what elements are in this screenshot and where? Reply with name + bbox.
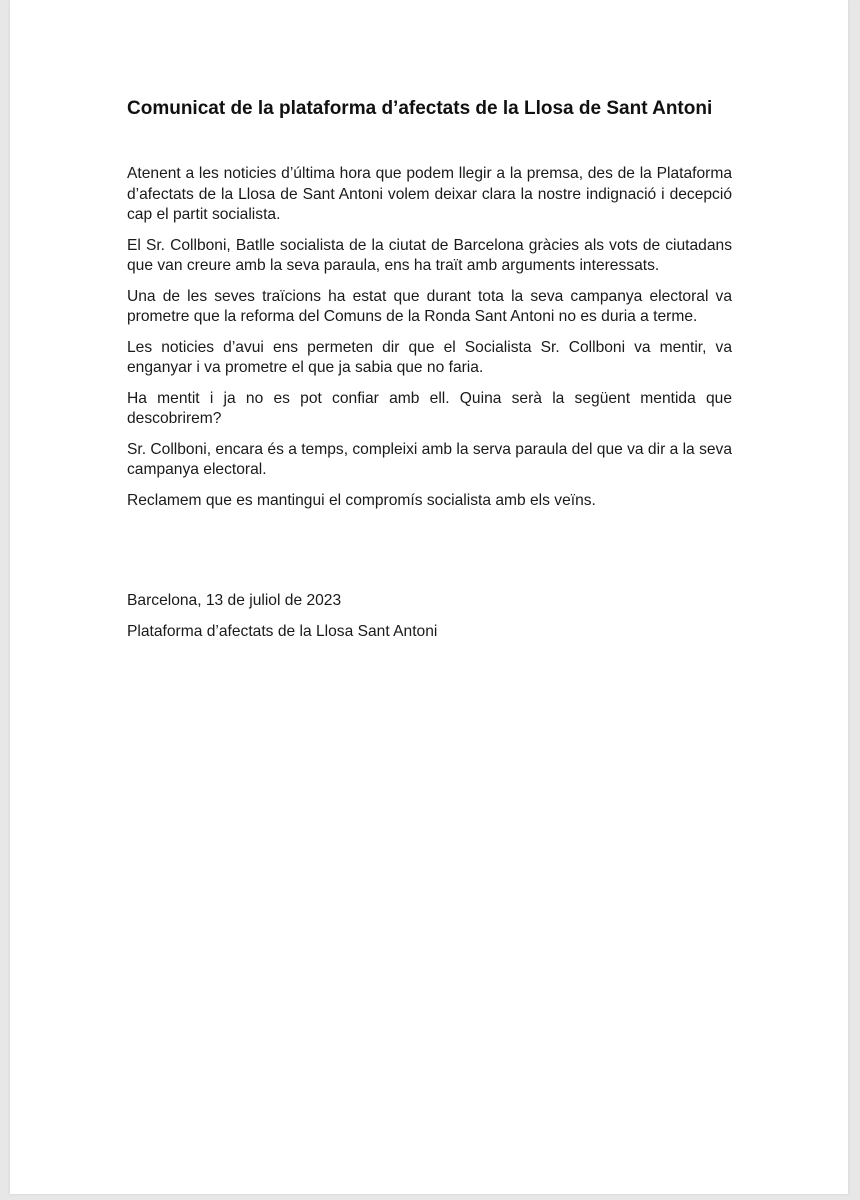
paragraph: Ha mentit i ja no es pot confiar amb ell. Quina serà la següent mentida que descobrirem? bbox=[127, 389, 732, 427]
document-body bbox=[127, 164, 732, 521]
paragraph: El Sr. Collboni, Batlle socialista de la ciutat de Barcelona gràcies als vots de ciutadans que van creure amb la seva paraula, ens ha traït amb arguments interessats. bbox=[127, 236, 732, 274]
place-date: Barcelona, 13 de juliol de 2023 bbox=[127, 592, 342, 609]
document-title: Comunicat de la plataforma d’afectats de la Llosa de Sant Antoni bbox=[127, 98, 713, 119]
paragraph: Reclamem que es mantingui el compromís socialista amb els veïns. bbox=[127, 491, 596, 509]
paragraph: Les noticies d’avui ens permeten dir que el Socialista Sr. Collboni va mentir, va enganyar i va prometre el que ja sabia que no faria. bbox=[127, 338, 732, 376]
document-signoff bbox=[127, 591, 732, 652]
paragraph: Sr. Collboni, encara és a temps, compleixi amb la serva paraula del que va dir a la seva campanya electoral. bbox=[127, 440, 733, 478]
paragraph: Una de les seves traïcions ha estat que durant tota la seva campanya electoral va prometre que la reforma del Comuns de la Ronda Sant Antoni no es duria a terme. bbox=[127, 287, 732, 325]
document-page bbox=[10, 0, 848, 1194]
signature: Plataforma d’afectats de la Llosa Sant Antoni bbox=[127, 622, 438, 640]
paragraph: Atenent a les noticies d’última hora que podem llegir a la premsa, des de la Plataforma d’afectats de la Llosa de Sant Antoni volem deixar clara la nostre indignació i decepció cap el partit socialista. bbox=[127, 165, 732, 223]
